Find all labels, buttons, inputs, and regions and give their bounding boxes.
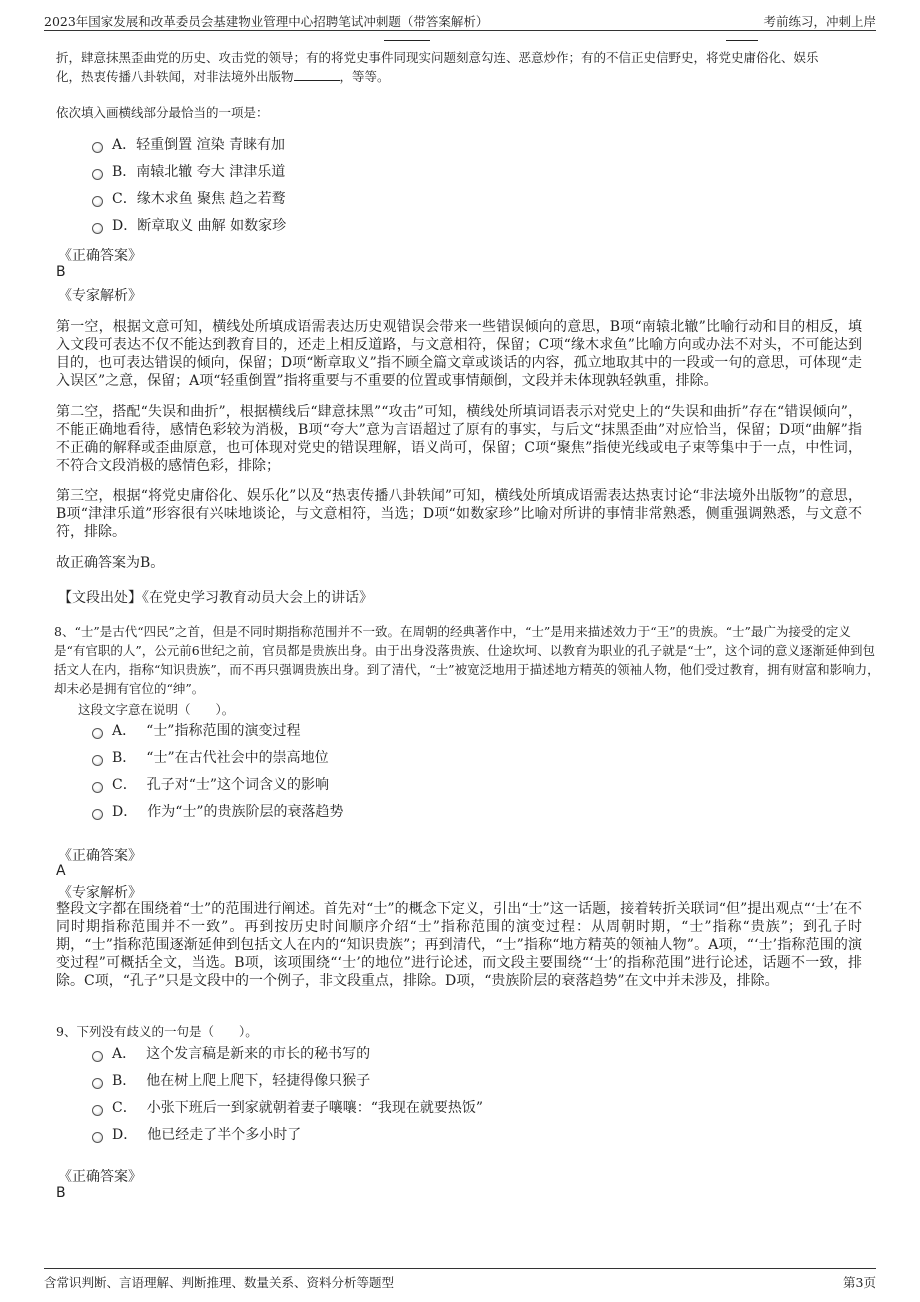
q9-answer: B	[56, 1185, 66, 1201]
q8-answer: A	[56, 863, 66, 879]
q7-option-b[interactable]: B． 南辕北辙 夸大 津津乐道	[92, 160, 285, 182]
radio-icon[interactable]	[92, 782, 103, 793]
blank-line	[726, 40, 758, 41]
document-title: 2023年国家发展和改革委员会基建物业管理中心招聘笔试冲刺题（带答案解析）	[44, 14, 489, 29]
page-footer	[44, 1268, 876, 1293]
q7-stem-line2: 化，热衷传播八卦轶闻，对非法境外出版物 ，等等。	[56, 69, 390, 84]
radio-icon[interactable]	[92, 1078, 103, 1089]
q7-option-c[interactable]: C． 缘木求鱼 聚焦 趋之若鹜	[92, 187, 286, 209]
q8-option-b[interactable]: B． “士”在古代社会中的崇高地位	[92, 746, 329, 768]
q8-stem: 8、“士”是古代“四民”之首，但是不同时期指称范围并不一致。在周朝的经典著作中，“士”是用来描述效力于“王”的贵族。“士”最广为接受的定义是“有官职的人”，公元前6世纪之前，官员都是贵族出身。由于出身没落贵族、仕途坎坷、以教育为职业的孔子就是“士”，这个词的意义逐渐延伸到包括文人在内，指称“知识贵族”，而不再只强调贵族出身。到了清代，“士”被宽泛地用于描述地方精英的领袖人物，他们受过教育，拥有财富和影响力，却未必是拥有官位的“绅”。	[54, 624, 880, 696]
page-header	[44, 10, 876, 31]
footer-subjects: 含常识判断、言语理解、判断推理、数量关系、资料分析等题型	[44, 1275, 395, 1290]
radio-icon[interactable]	[92, 142, 103, 153]
q7-prompt: 依次填入画横线部分最恰当的一项是：	[56, 105, 269, 120]
page-number: 第3页	[843, 1275, 876, 1290]
blank-line	[294, 68, 340, 81]
blank-line	[384, 40, 430, 41]
radio-icon[interactable]	[92, 196, 103, 207]
q9-option-d[interactable]: D． 他已经走了半个多小时了	[92, 1123, 301, 1145]
q7-analysis-para3: 第三空，根据“将党史庸俗化、娱乐化”以及“热衷传播八卦轶闻”可知，横线处所填成语需表达热衷讨论“非法境外出版物”的意思，B项“津津乐道”形容很有兴味地谈论，与文意相符，当选；D项“如数家珍”比喻对所讲的事情非常熟悉，侧重强调熟悉，与文意不符，排除。	[56, 488, 862, 540]
radio-icon[interactable]	[92, 223, 103, 234]
q7-stem-tail	[56, 48, 878, 86]
q7-answer: B	[56, 264, 66, 280]
radio-icon[interactable]	[92, 809, 103, 820]
radio-icon[interactable]	[92, 755, 103, 766]
q8-option-d[interactable]: D． 作为“士”的贵族阶层的衰落趋势	[92, 800, 344, 822]
q7-analysis-para2: 第二空，搭配“失误和曲折”，根据横线后“肆意抹黑”“攻击”可知，横线处所填词语表示对党史上的“失误和曲折”存在“错误倾向”，不能正确地看待，感情色彩较为消极，B项“夸大”意为言语超过了原有的事实，与后文“抹黑歪曲”对应恰当，保留；D项“曲解”指不正确的解释或歪曲原意，也可体现对党史的错误理解，语义尚可，保留；C项“聚焦”指使光线或电子束等集中于一点，中性词，不符合文段消极的感情色彩，排除；	[56, 404, 862, 474]
q9-option-b[interactable]: B． 他在树上爬上爬下，轻捷得像只猴子	[92, 1069, 370, 1091]
q8-prompt: 这段文字意在说明（ ）。	[78, 702, 235, 717]
radio-icon[interactable]	[92, 1132, 103, 1143]
q7-option-a[interactable]: A． 轻重倒置 渲染 青睐有加	[92, 133, 285, 155]
q9-option-c[interactable]: C． 小张下班后一到家就朝着妻子嚷嚷：“我现在就要热饭”	[92, 1096, 483, 1118]
q8-answer-label: 《正确答案》	[58, 848, 142, 864]
q7-analysis-label: 《专家解析》	[58, 288, 142, 304]
q8-option-a[interactable]: A． “士”指称范围的演变过程	[92, 719, 300, 741]
q8-analysis: 整段文字都在围绕着“士”的范围进行阐述。首先对“士”的概念下定义，引出“士”这一话题，接着转折关联词“但”提出观点“‘士’在不同时期指称范围并不一致”。再到按历史时间顺序介绍“士”指称范围的演变过程：从周朝时期，“士”指称“贵族”；到孔子时期，“士”指称范围逐渐延伸到包括文人在内的“知识贵族”；再到清代，“士”指称“地方精英的领袖人物”。A项，“‘士’指称范围的演变过程”可概括全文，当选。B项，该项围绕“‘士’的地位”进行论述，而文段主要围绕“‘士’的指称范围”进行论述，话题不一致，排除。C项，“孔子”只是文段中的一个例子，非文段重点，排除。D项，“贵族阶层的衰落趋势”在文中并未涉及，排除。	[56, 901, 862, 989]
q9-stem: 9、下列没有歧义的一句是（ ）。	[56, 1024, 258, 1039]
q7-answer-label: 《正确答案》	[58, 248, 142, 264]
header-slogan: 考前练习，冲刺上岸	[763, 14, 876, 29]
q8-option-c[interactable]: C． 孔子对“士”这个词含义的影响	[92, 773, 329, 795]
radio-icon[interactable]	[92, 728, 103, 739]
q7-analysis-para1: 第一空，根据文意可知，横线处所填成语需表达历史观错误会带来一些错误倾向的意思，B项“南辕北辙”比喻行动和目的相反，填入文段可表达不仅不能达到教育目的，还走上相反道路，与文意相符，保留；C项“缘木求鱼”比喻方向或办法不对头，不可能达到目的，也可表达错误的倾向，保留；D项“断章取义”指不顾全篇文章或谈话的内容，孤立地取其中的一段或一句的意思，可体现“走入误区”之意，保留；A项“轻重倒置”指将重要与不重要的位置或事情颠倒，文段并未体现孰轻孰重，排除。	[56, 319, 862, 389]
q7-conclusion: 故正确答案为B。	[56, 555, 165, 571]
radio-icon[interactable]	[92, 1105, 103, 1116]
q7-source: 【文段出处】《在党史学习教育动员大会上的讲话》	[58, 590, 373, 606]
q8-analysis-label: 《专家解析》	[58, 885, 142, 901]
radio-icon[interactable]	[92, 169, 103, 180]
q9-option-a[interactable]: A． 这个发言稿是新来的市长的秘书写的	[92, 1042, 370, 1064]
q7-stem-line1: 折，肆意抹黑歪曲党的历史、攻击党的领导；有的将党史事件同现实问题刻意勾连、恶意炒作；有的不信正史信野史，将党史庸俗化、娱乐	[56, 50, 819, 65]
q9-answer-label: 《正确答案》	[58, 1169, 142, 1185]
q7-option-d[interactable]: D． 断章取义 曲解 如数家珍	[92, 214, 286, 236]
radio-icon[interactable]	[92, 1051, 103, 1062]
